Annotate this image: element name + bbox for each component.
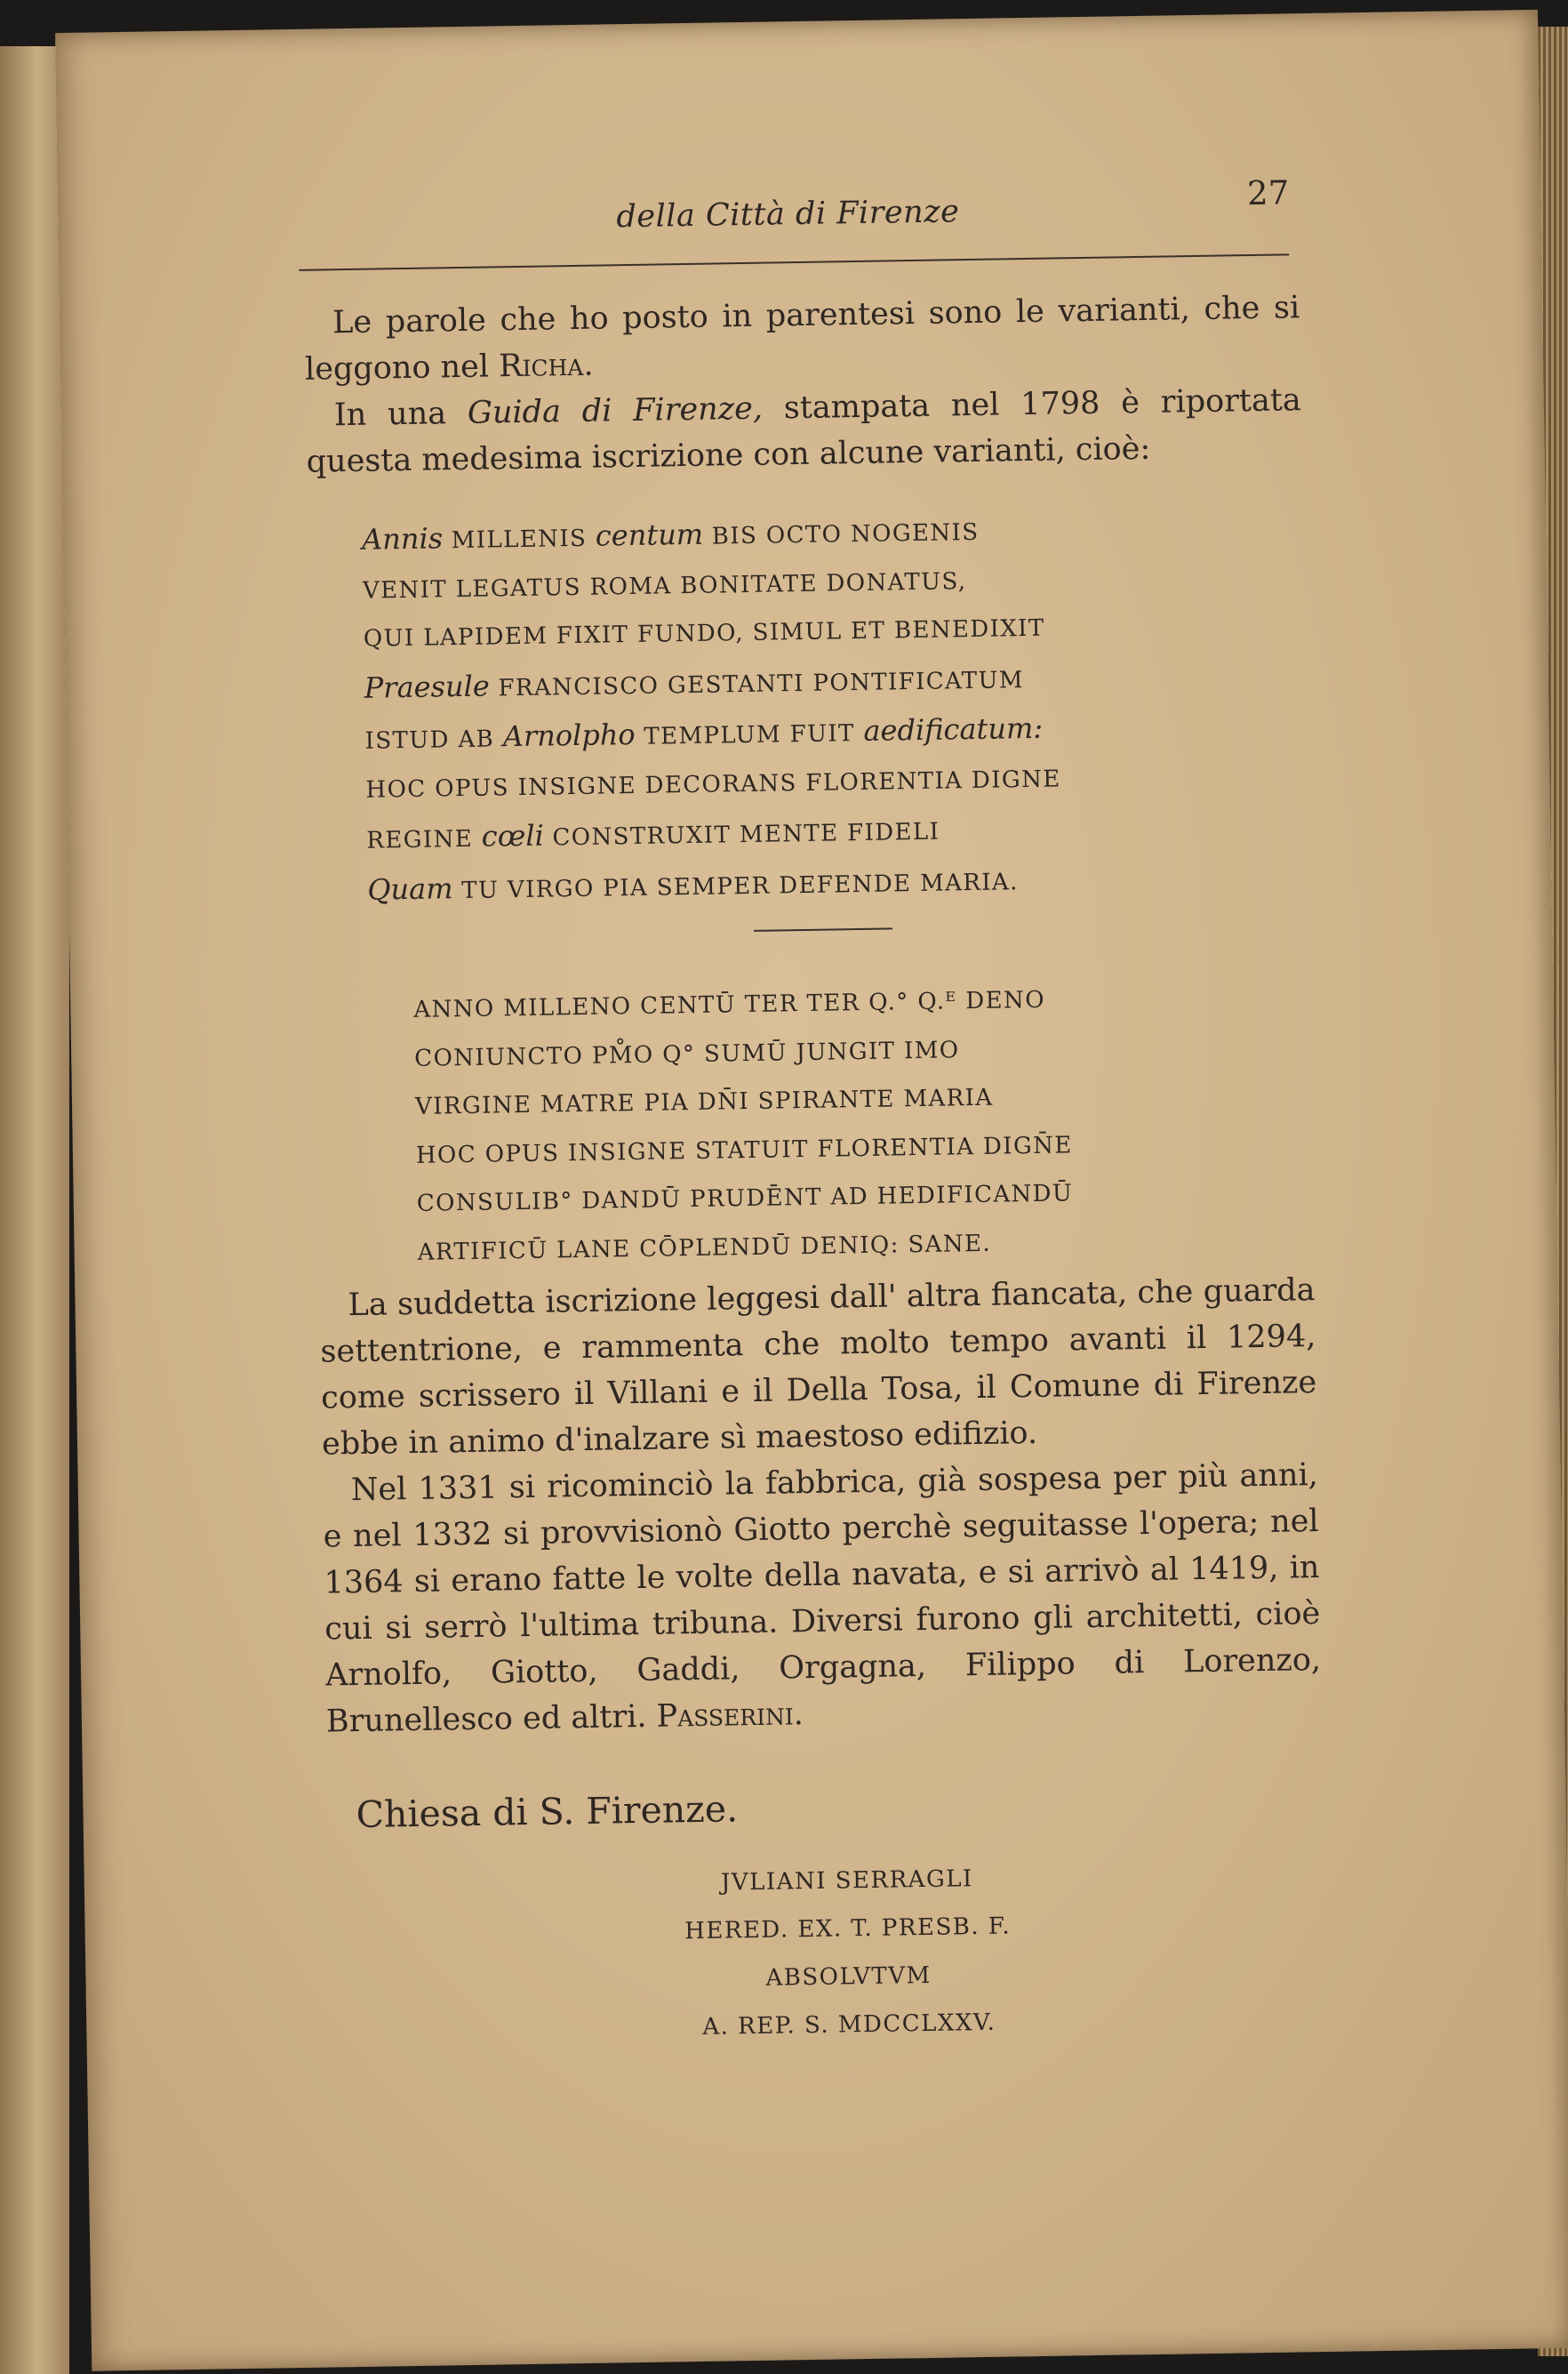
inscription-line: ABSOLVTVM (765, 1961, 932, 1992)
inscription-verse-1 (362, 504, 1063, 916)
verse-line: VENIT LEGATUS ROMA BONITATE DONATUS, (362, 567, 967, 605)
verse-line: HOC OPUS INSIGNE STATUIT FLORENTIA DIGN̄E (415, 1131, 1073, 1169)
intro-text (304, 285, 1302, 485)
intro-paragraph-1: Le parole che ho posto in parentesi sono le varianti, che si leggono nel Richa. (304, 290, 1300, 388)
verse-line: REGINE cœli CONSTRUXIT MENTE FIDELI (366, 818, 940, 854)
verse-line: ARTIFICŪ LANE CŌPLENDŪ DENIQ: SANE. (417, 1230, 992, 1266)
inscription-verse-2 (413, 975, 1075, 1277)
body-text (319, 1267, 1322, 1745)
book-title: Guida di Firenze, (467, 390, 764, 431)
section-heading: Chiesa di S. Firenze. (356, 1787, 739, 1837)
verse-line: ANNO MILLENO CENTŪ TER TER Q.° Q.ᴱ DENO (413, 986, 1046, 1023)
intro-paragraph-2: In una Guida di Firenze, stampata nel 1798 è riportata questa medesima iscrizione con alcune varianti, cioè: (306, 382, 1302, 480)
verse-line: ISTUD AB Arnolpho TEMPLUM FUIT aedificatum: (364, 710, 1044, 755)
serragli-inscription (597, 1853, 1098, 2053)
verse-line: VIRGINE MATRE PIA DN̄I SPIRANTE MARIA (414, 1084, 994, 1120)
verse-line: Quam TU VIRGO PIA SEMPER DEFENDE MARIA. (366, 868, 1020, 907)
page (55, 10, 1568, 2371)
verse-line: QUI LAPIDEM FIXIT FUNDO, SIMUL ET BENEDIXIT (363, 614, 1045, 653)
page-number: 27 (1246, 173, 1290, 213)
inscription-line: JVLIANI SERRAGLI (720, 1865, 973, 1897)
author-name-richa: Richa (498, 347, 584, 385)
author-name-passerini: Passerini (656, 1696, 795, 1735)
running-head: della Città di Firenze (616, 194, 960, 236)
verse-line: HOC OPUS INSIGNE DECORANS FLORENTIA DIGNE (365, 765, 1061, 804)
header-rule (299, 253, 1289, 270)
inscription-line: HERED. EX. T. PRESB. F. (684, 1913, 1012, 1945)
inscription-line: A. REP. S. MDCCLXXV. (702, 2009, 996, 2041)
body-paragraph-2: Nel 1331 si ricominciò la fabbrica, già sospesa per più anni, e nel 1332 si provvisionò Giotto perchè seguitasse l'opera; nel 1364 si erano fatte le volte della navata, e si arrivò al 1419, in cui si serrò l'ultima tribuna. Diversi furono gli architetti, cioè Arnolfo, Giotto, Gaddi, Orgagna, Filippo di Lorenzo, Brunellesco ed altri. Passerini. (323, 1456, 1322, 1740)
section-separator (754, 927, 892, 931)
body-paragraph-1: La suddetta iscrizione leggesi dall' altra fiancata, che guarda settentrione, e rammenta che molto tempo avanti il 1294, come scrissero il Villani e il Della Tosa, il Comune di Firenze ebbe in animo d'inalzare sì maestoso edifizio. (320, 1272, 1317, 1463)
verse-line: Annis MILLENIS centum BIS OCTO NOGENIS (361, 517, 980, 557)
facing-page-edge (0, 46, 69, 2374)
verse-line: CONIUNCTO PM̊O Q° SUMŪ JUNGIT IMO (414, 1036, 960, 1072)
verse-line: CONSULIB° DANDŪ PRUDĒNT AD HEDIFICANDŪ (416, 1180, 1074, 1217)
verse-line: Praesule FRANCISCO GESTANTI PONTIFICATUM (364, 666, 1025, 705)
